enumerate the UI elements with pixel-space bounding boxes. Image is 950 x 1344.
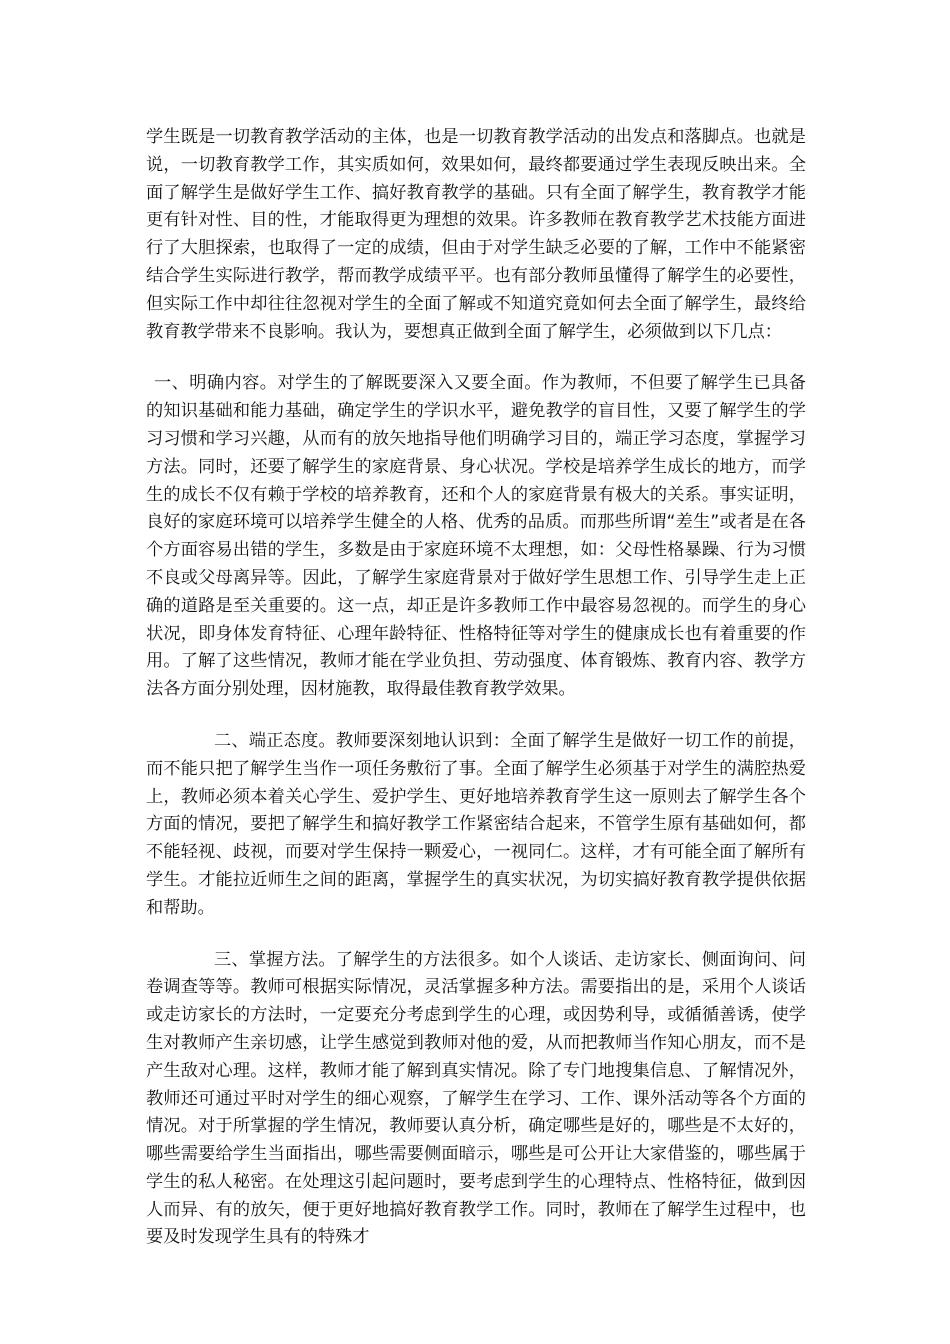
paragraph-intro: 学生既是一切教育教学活动的主体，也是一切教育教学活动的出发点和落脚点。也就是说，一切教育教学工作，其实质如何，效果如何，最终都要通过学生表现反映出来。全面了解学生是做好学生工作、搞好教育教学的基础。只有全面了解学生，教育教学才能更有针对性、目的性，才能取得更为理想的效果。许多教师在教育教学艺术技能方面进行了大胆探索，也取得了一定的成绩，但由于对学生缺乏必要的了解，工作中不能紧密结合学生实际进行教学，帮而教学成绩平平。也有部分教师虽懂得了解学生的必要性，但实际工作中却往往忽视对学生的全面了解或不知道究竟如何去全面了解学生，最终给教育教学带来不良影响。我认为，要想真正做到全面了解学生，必须做到以下几点： [146, 127, 806, 342]
paragraph-section-three: 三、掌握方法。了解学生的方法很多。如个人谈话、走访家长、侧面询问、问卷调查等等。教师可根据实际情况，灵活掌握多种方法。需要指出的是，采用个人谈话或走访家长的方法时，一定要充分考虑到学生的心理，或因势利导，或循循善诱，使学生对教师产生亲切感，让学生感觉到教师对他的爱，从而把教师当作知心朋友，而不是产生敌对心理。这样，教师才能了解到真实情况。除了专门地搜集信息、了解情况外，教师还可通过平时对学生的细心观察，了解学生在学习、工作、课外活动等各个方面的情况。对于所掌握的学生情况，教师要认真分析，确定哪些是好的，哪些是不太好的，哪些需要给学生当面指出，哪些需要侧面暗示，哪些是可公开让大家借鉴的，哪些属于学生的私人秘密。在处理这引起问题时，要考虑到学生的心理特点、性格特征，做到因人而异、有的放矢，便于更好地搞好教育教学工作。同时，教师在了解学生过程中，也要及时发现学生具有的特殊才 [146, 949, 806, 1248]
document-body [146, 124, 806, 1252]
paragraph-section-one: 一、明确内容。对学生的了解既要深入又要全面。作为教师，不但要了解学生已具备的知识基础和能力基础，确定学生的学识水平，避免教学的盲目性，又要了解学生的学习习惯和学习兴趣，从而有的放矢地指导他们明确学习目的，端正学习态度，掌握学习方法。同时，还要了解学生的家庭背景、身心状况。学校是培养学生成长的地方，而学生的成长不仅有赖于学校的培养教育，还和个人的家庭背景有极大的关系。事实证明，良好的家庭环境可以培养学生健全的人格、优秀的品质。而那些所谓“差生”或者是在各个方面容易出错的学生，多数是由于家庭环境不太理想，如：父母性格暴躁、行为习惯不良或父母离异等。因此，了解学生家庭背景对于做好学生思想工作、引导学生走上正确的道路是至关重要的。这一点，却正是许多教师工作中最容易忽视的。而学生的身心状况，即身体发育特征、心理年龄特征、性格特征等对学生的健康成长也有着重要的作用。了解了这些情况，教师才能在学业负担、劳动强度、体育锻炼、教育内容、教学方法各方面分别处理，因材施教，取得最佳教育教学效果。 [146, 373, 806, 700]
paragraph-section-two: 二、端正态度。教师要深刻地认识到：全面了解学生是做好一切工作的前提，而不能只把了解学生当作一项任务敷衍了事。全面了解学生必须基于对学生的满腔热爱上，教师必须本着关心学生、爱护学生、更好地培养教育学生这一原则去了解学生各个方面的情况，要把了解学生和搞好教学工作紧密结合起来，不管学生原有基础如何，都不能轻视、歧视，而要对学生保持一颗爱心，一视同仁。这样，才有可能全面了解所有学生。才能拉近师生之间的距离，掌握学生的真实状况，为切实搞好教育教学提供依据和帮助。 [146, 730, 806, 918]
